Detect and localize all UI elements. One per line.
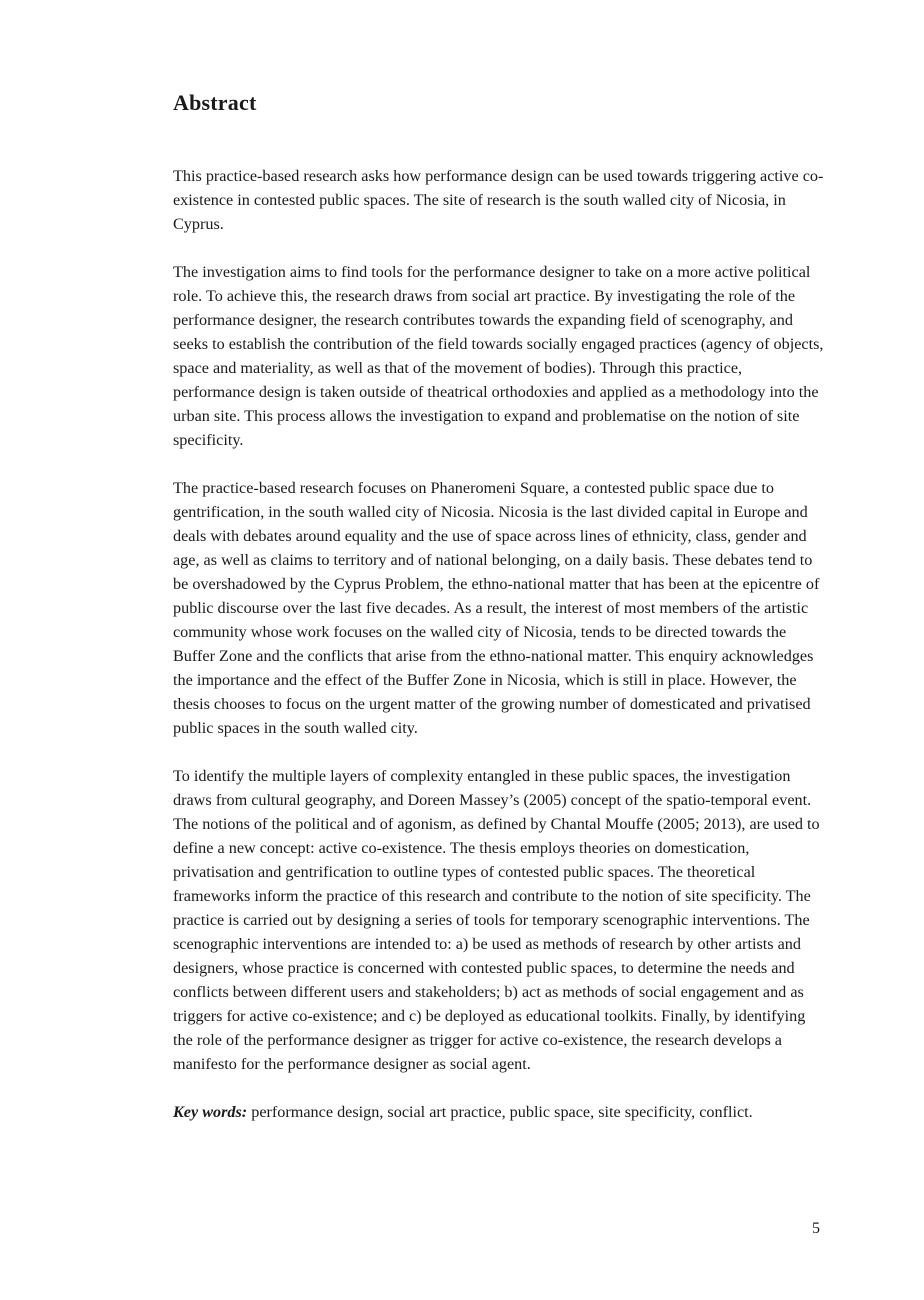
keywords-text: performance design, social art practice, public space, site specificity, conflict. [247,1103,753,1121]
abstract-body [173,164,825,1148]
abstract-paragraph: The investigation aims to find tools for the performance designer to take on a more active political role. To achieve this, the research draws from social art practice. By investigating the role of the performance designer, the research contributes towards the expanding field of scenography, and seeks to establish the contribution of the field towards socially engaged practices (agency of objects, space and materiality, as well as that of the movement of bodies). Through this practice, performance design is taken outside of theatrical orthodoxies and applied as a methodology into the urban site. This process allows the investigation to expand and problematise on the notion of site specificity. [173,263,824,449]
page-title: Abstract [173,90,257,115]
abstract-paragraph: This practice-based research asks how performance design can be used towards triggering active co-existence in contested public spaces. The site of research is the south walled city of Nicosia, in Cyprus. [173,167,824,233]
abstract-paragraph: To identify the multiple layers of complexity entangled in these public spaces, the investigation draws from cultural geography, and Doreen Massey’s (2005) concept of the spatio-temporal event. The notions of the political and of agonism, as defined by Chantal Mouffe (2005; 2013), are used to define a new concept: active co-existence. The thesis employs theories on domestication, privatisation and gentrification to outline types of contested public spaces. The theoretical frameworks inform the practice of this research and contribute to the notion of site specificity. The practice is carried out by designing a series of tools for temporary scenographic interventions. The scenographic interventions are intended to: a) be used as methods of research by other artists and designers, whose practice is concerned with contested public spaces, to determine the needs and conflicts between different users and stakeholders; b) act as methods of social engagement and as triggers for active co-existence; and c) be deployed as educational toolkits. Finally, by identifying the role of the performance designer as trigger for active co-existence, the research develops a manifesto for the performance designer as social agent. [173,767,820,1073]
page-number: 5 [812,1220,820,1237]
keywords-label: Key words: [173,1103,248,1121]
abstract-paragraph: The practice-based research focuses on Phaneromeni Square, a contested public space due to gentrification, in the south walled city of Nicosia. Nicosia is the last divided capital in Europe and deals with debates around equality and the use of space across lines of ethnicity, class, gender and age, as well as claims to territory and of national belonging, on a daily basis. These debates tend to be overshadowed by the Cyprus Problem, the ethno-national matter that has been at the epicentre of public discourse over the last five decades. As a result, the interest of most members of the artistic community whose work focuses on the walled city of Nicosia, tends to be directed towards the Buffer Zone and the conflicts that arise from the ethno-national matter. This enquiry acknowledges the importance and the effect of the Buffer Zone in Nicosia, which is still in place. However, the thesis chooses to focus on the urgent matter of the growing number of domesticated and privatised public spaces in the south walled city. [173,479,820,737]
keywords-line [173,1100,825,1124]
